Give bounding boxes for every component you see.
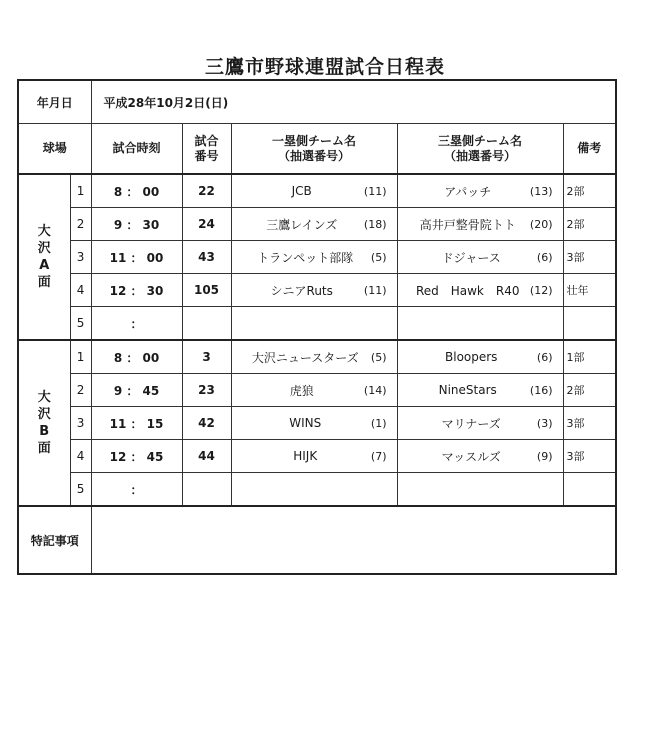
- time-header: 試合時刻: [91, 124, 182, 175]
- game-time-cell: [91, 274, 182, 307]
- game-number: [182, 307, 231, 341]
- away-team: [398, 216, 563, 233]
- game-time: 12 ： 45: [109, 449, 164, 464]
- venue-name-char: A: [39, 258, 50, 273]
- away-team-cell: [397, 440, 563, 473]
- game-time: 9 ： 30: [113, 217, 160, 232]
- home-team-cell: [231, 307, 397, 341]
- home-team-header-line2: （抽選番号）: [278, 148, 351, 163]
- away-team: [398, 383, 563, 397]
- away-team-header: [397, 124, 563, 175]
- notes-value: [91, 506, 616, 574]
- home-team-lottery-number: (14): [363, 383, 387, 397]
- away-team-cell: [397, 407, 563, 440]
- slot-number: 3: [70, 407, 91, 440]
- away-team-name: 高井戸整骨院トト: [419, 217, 516, 232]
- game-time: ：: [130, 482, 143, 497]
- home-team: [232, 382, 397, 399]
- home-team-name: トランペット部隊: [257, 250, 354, 265]
- remark: 3部: [563, 407, 616, 440]
- home-team: [232, 249, 397, 266]
- table-row: [18, 274, 616, 307]
- remark: 2部: [563, 208, 616, 241]
- schedule-table: [17, 79, 617, 575]
- game-time-cell: [91, 340, 182, 374]
- home-team-lottery-number: (5): [370, 250, 387, 264]
- venue-name-char: 沢: [37, 241, 51, 256]
- home-team-cell: [231, 274, 397, 307]
- game-time-cell: [91, 440, 182, 473]
- game-time: 8 ： 00: [113, 350, 160, 365]
- venue-name-char: 大: [37, 390, 51, 405]
- header-row: [18, 124, 616, 175]
- remark: 1部: [563, 340, 616, 374]
- away-team-name: Bloopers: [445, 350, 498, 364]
- table-row: [18, 374, 616, 407]
- home-team-header: [231, 124, 397, 175]
- away-team-name: マッスルズ: [441, 449, 501, 464]
- remark: 3部: [563, 440, 616, 473]
- away-team: [398, 448, 563, 465]
- remark: [563, 473, 616, 507]
- away-team-cell: [397, 307, 563, 341]
- date-row: [18, 80, 616, 124]
- game-time-cell: [91, 374, 182, 407]
- game-time: 8 ： 00: [113, 184, 160, 199]
- game-number: 23: [182, 374, 231, 407]
- venue-name-char: 面: [37, 441, 51, 456]
- game-number: 43: [182, 241, 231, 274]
- away-team-cell: [397, 374, 563, 407]
- away-team-lottery-number: (9): [536, 449, 553, 463]
- away-team: [398, 249, 563, 266]
- game-number: 105: [182, 274, 231, 307]
- game-number: 3: [182, 340, 231, 374]
- venue-name-char: B: [39, 424, 50, 439]
- game-time: 9 ： 45: [113, 383, 160, 398]
- home-team-cell: [231, 473, 397, 507]
- home-team: [232, 216, 397, 233]
- table-row: [18, 440, 616, 473]
- date-value: 平成28年10月2日(日): [91, 80, 616, 124]
- game-number: 42: [182, 407, 231, 440]
- venue-name: [18, 174, 70, 340]
- game-number: 22: [182, 174, 231, 208]
- away-team: [398, 350, 563, 364]
- game-time-cell: [91, 208, 182, 241]
- away-team-name: マリナーズ: [441, 416, 501, 431]
- slot-number: 1: [70, 174, 91, 208]
- game-number-header-line1: 試合: [194, 133, 219, 148]
- table-row: [18, 307, 616, 341]
- venue-name-char: 面: [37, 275, 51, 290]
- home-team-lottery-number: (11): [363, 283, 387, 297]
- remark: 2部: [563, 174, 616, 208]
- game-time-cell: [91, 407, 182, 440]
- away-team: [398, 282, 563, 299]
- venue-name-char: 沢: [37, 407, 51, 422]
- slot-number: 5: [70, 473, 91, 507]
- remark: 2部: [563, 374, 616, 407]
- away-team-cell: [397, 174, 563, 208]
- home-team: [232, 349, 397, 366]
- home-team-lottery-number: (7): [370, 449, 387, 463]
- home-team-name: 三鷹レインズ: [266, 217, 338, 232]
- home-team-name: WINS: [289, 416, 322, 430]
- away-team-header-line2: （抽選番号）: [444, 148, 517, 163]
- home-team-cell: [231, 340, 397, 374]
- notes-row: [18, 506, 616, 574]
- game-number: 24: [182, 208, 231, 241]
- home-team-name: 大沢ニュースターズ: [251, 350, 359, 365]
- game-time-cell: [91, 307, 182, 341]
- away-team-lottery-number: (13): [529, 184, 553, 198]
- table-row: [18, 407, 616, 440]
- remark: 3部: [563, 241, 616, 274]
- game-number-header-line2: 番号: [194, 148, 219, 163]
- table-row: [18, 473, 616, 507]
- game-time: 11 ： 15: [109, 416, 164, 431]
- home-team-cell: [231, 208, 397, 241]
- away-team-cell: [397, 241, 563, 274]
- away-team-lottery-number: (20): [529, 217, 553, 231]
- away-team-lottery-number: (16): [529, 383, 553, 397]
- home-team-lottery-number: (18): [363, 217, 387, 231]
- away-team-header-line1: 三塁側チーム名: [438, 133, 523, 148]
- slot-number: 3: [70, 241, 91, 274]
- home-team-cell: [231, 174, 397, 208]
- home-team-lottery-number: (11): [363, 184, 387, 198]
- away-team-name: ドジャース: [441, 250, 501, 265]
- away-team-name: Red Hawk R40: [415, 283, 520, 298]
- slot-number: 2: [70, 208, 91, 241]
- home-team-cell: [231, 374, 397, 407]
- schedule-body: [18, 80, 616, 574]
- home-team-name: シニアRuts: [270, 283, 333, 298]
- notes-label: 特記事項: [18, 506, 91, 574]
- away-team-lottery-number: (6): [536, 350, 553, 364]
- slot-number: 4: [70, 274, 91, 307]
- date-label: 年月日: [18, 80, 91, 124]
- remarks-header: 備考: [563, 124, 616, 175]
- home-team-lottery-number: (5): [370, 350, 387, 364]
- home-team: [232, 282, 397, 299]
- home-team: [232, 416, 397, 430]
- table-row: [18, 241, 616, 274]
- home-team-cell: [231, 241, 397, 274]
- game-number-header: [182, 124, 231, 175]
- slot-number: 2: [70, 374, 91, 407]
- game-time: ：: [130, 316, 143, 331]
- home-team-name: JCB: [291, 184, 312, 198]
- away-team-lottery-number: (3): [536, 416, 553, 430]
- home-team-cell: [231, 407, 397, 440]
- game-time: 11 ： 00: [109, 250, 164, 265]
- home-team: [232, 184, 397, 198]
- game-time-cell: [91, 473, 182, 507]
- away-team-cell: [397, 473, 563, 507]
- away-team: [398, 415, 563, 432]
- away-team-cell: [397, 274, 563, 307]
- table-row: [18, 174, 616, 208]
- home-team-name: 虎狼: [289, 383, 314, 398]
- game-time-cell: [91, 174, 182, 208]
- away-team-cell: [397, 208, 563, 241]
- away-team-cell: [397, 340, 563, 374]
- game-time-cell: [91, 241, 182, 274]
- remark: [563, 307, 616, 341]
- away-team-name: NineStars: [438, 383, 497, 397]
- slot-number: 1: [70, 340, 91, 374]
- home-team-name: HIJK: [293, 449, 318, 463]
- away-team: [398, 183, 563, 200]
- remark: 壮年: [563, 274, 616, 307]
- venue-header: 球場: [18, 124, 91, 175]
- game-number: [182, 473, 231, 507]
- slot-number: 4: [70, 440, 91, 473]
- venue-name-char: 大: [37, 224, 51, 239]
- page-title: 三鷹市野球連盟試合日程表: [204, 56, 445, 78]
- table-row: [18, 208, 616, 241]
- home-team-cell: [231, 440, 397, 473]
- home-team-header-line1: 一塁側チーム名: [272, 133, 357, 148]
- away-team-lottery-number: (6): [536, 250, 553, 264]
- away-team-name: アパッチ: [444, 184, 492, 199]
- home-team: [232, 449, 397, 463]
- home-team-lottery-number: (1): [370, 416, 387, 430]
- table-row: [18, 340, 616, 374]
- slot-number: 5: [70, 307, 91, 341]
- away-team-lottery-number: (12): [529, 283, 553, 297]
- game-time: 12 ： 30: [109, 283, 164, 298]
- venue-name: [18, 340, 70, 506]
- game-number: 44: [182, 440, 231, 473]
